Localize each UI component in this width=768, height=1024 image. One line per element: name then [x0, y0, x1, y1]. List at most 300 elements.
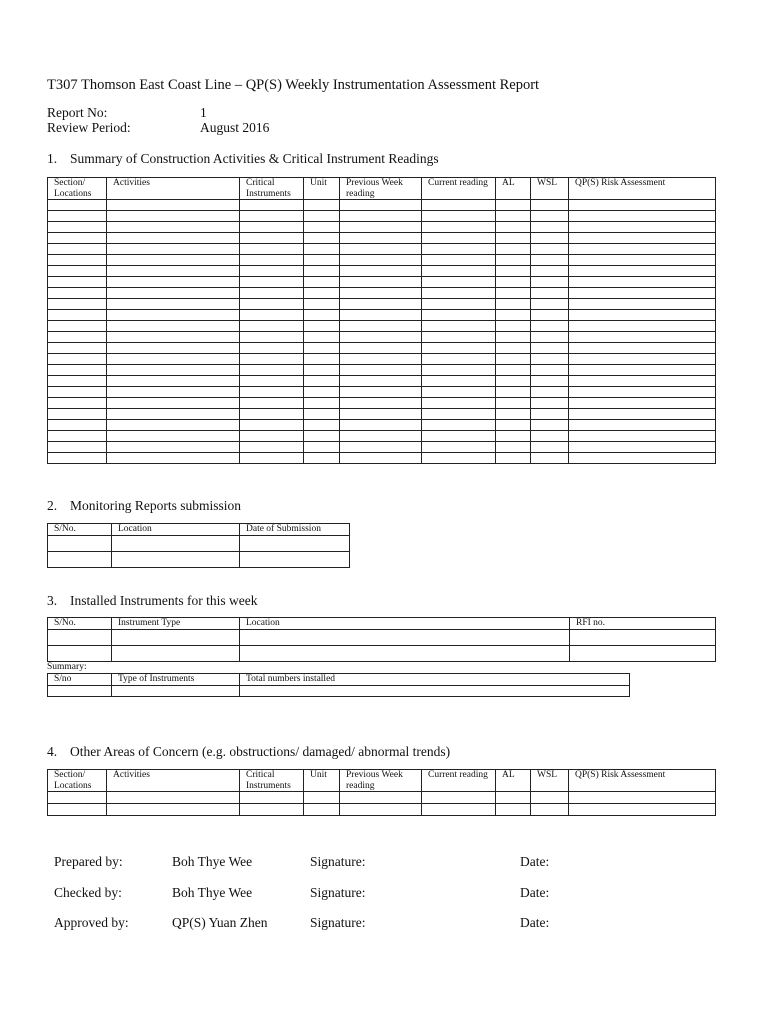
review-period-label: Review Period: [47, 120, 131, 135]
table-cell [340, 442, 422, 453]
table-cell [340, 321, 422, 332]
table-cell [422, 321, 496, 332]
table-cell [107, 365, 240, 376]
checked-signature-label: Signature: [310, 885, 366, 900]
table-cell [48, 535, 112, 551]
table-cell [48, 453, 107, 464]
table-row [48, 376, 716, 387]
summary-label: Summary: [47, 662, 87, 672]
table-cell [531, 376, 569, 387]
table-cell [496, 332, 531, 343]
table-row [48, 266, 716, 277]
table-cell [48, 244, 107, 255]
table-cell [48, 332, 107, 343]
table-cell [240, 321, 304, 332]
table-cell [48, 685, 112, 696]
table-cell [107, 343, 240, 354]
column-header: AL [496, 770, 531, 792]
table-cell [496, 321, 531, 332]
column-header: Unit [304, 178, 340, 200]
table-row [48, 365, 716, 376]
table-cell [496, 409, 531, 420]
approved-by-name: QP(S) Yuan Zhen [172, 915, 268, 930]
column-header: Location [112, 524, 240, 536]
table-cell [531, 244, 569, 255]
table-cell [422, 266, 496, 277]
table-cell [422, 420, 496, 431]
column-header: Previous Week reading [340, 178, 422, 200]
table-cell [48, 200, 107, 211]
table-cell [569, 442, 716, 453]
table-row [48, 288, 716, 299]
table-cell [107, 211, 240, 222]
table-cell [496, 244, 531, 255]
table-cell [107, 255, 240, 266]
table-cell [569, 222, 716, 233]
table-cell [496, 277, 531, 288]
table-cell [569, 332, 716, 343]
table-cell [304, 255, 340, 266]
column-header: Critical Instruments [240, 178, 304, 200]
table-cell [531, 222, 569, 233]
table-row [48, 398, 716, 409]
table-cell [569, 299, 716, 310]
table-cell [240, 442, 304, 453]
table-cell [107, 266, 240, 277]
table-cell [304, 792, 340, 804]
table-cell [240, 804, 304, 816]
table-cell [422, 376, 496, 387]
table-cell [422, 804, 496, 816]
table-cell [531, 453, 569, 464]
table-cell [422, 409, 496, 420]
table-cell [422, 310, 496, 321]
table-cell [496, 398, 531, 409]
table-cell [531, 420, 569, 431]
table-cell [422, 442, 496, 453]
table-cell [496, 792, 531, 804]
table-cell [422, 222, 496, 233]
column-header: Instrument Type [112, 618, 240, 630]
table-cell [340, 409, 422, 420]
table-cell [48, 343, 107, 354]
table-cell [240, 266, 304, 277]
monitoring-reports-table [47, 523, 350, 568]
table-cell [240, 792, 304, 804]
table-cell [107, 453, 240, 464]
table-cell [48, 365, 107, 376]
table-cell [569, 354, 716, 365]
table-cell [112, 551, 240, 567]
table-cell [496, 354, 531, 365]
column-header: Location [240, 618, 570, 630]
table-row [48, 453, 716, 464]
table-cell [304, 365, 340, 376]
table-cell [304, 420, 340, 431]
report-no-value: 1 [200, 105, 207, 120]
table-cell [422, 387, 496, 398]
report-no-label: Report No: [47, 105, 108, 120]
table-cell [48, 321, 107, 332]
table-cell [240, 288, 304, 299]
table-cell [531, 266, 569, 277]
table-header-row [48, 618, 716, 630]
checked-by-name: Boh Thye Wee [172, 885, 253, 900]
table-cell [48, 211, 107, 222]
table-cell [340, 804, 422, 816]
table-cell [422, 277, 496, 288]
table-cell [340, 387, 422, 398]
table-cell [340, 266, 422, 277]
table-cell [304, 409, 340, 420]
table-row [48, 645, 716, 661]
table-cell [304, 222, 340, 233]
table-cell [422, 200, 496, 211]
column-header: QP(S) Risk Assessment [569, 770, 716, 792]
table-row [48, 629, 716, 645]
column-header: WSL [531, 178, 569, 200]
column-header: Critical Instruments [240, 770, 304, 792]
table-cell [107, 387, 240, 398]
table-cell [240, 629, 570, 645]
table-cell [48, 398, 107, 409]
table-cell [240, 244, 304, 255]
table-cell [531, 321, 569, 332]
table-cell [569, 255, 716, 266]
construction-activities-table [47, 177, 716, 464]
table-cell [304, 398, 340, 409]
prepared-date-label: Date: [520, 854, 550, 869]
table-cell [304, 442, 340, 453]
table-cell [240, 535, 350, 551]
table-cell [107, 431, 240, 442]
table-row [48, 211, 716, 222]
column-header: Type of Instruments [112, 674, 240, 686]
table-cell [48, 266, 107, 277]
table-cell [240, 551, 350, 567]
table-cell [496, 299, 531, 310]
table-cell [48, 551, 112, 567]
table-cell [112, 645, 240, 661]
table-cell [570, 645, 716, 661]
table-cell [240, 277, 304, 288]
table-cell [422, 354, 496, 365]
table-cell [240, 398, 304, 409]
table-cell [340, 310, 422, 321]
areas-of-concern-table [47, 769, 716, 816]
table-cell [340, 299, 422, 310]
table-cell [496, 376, 531, 387]
table-cell [340, 431, 422, 442]
table-row [48, 535, 350, 551]
table-cell [531, 365, 569, 376]
prepared-by-label: Prepared by: [54, 854, 123, 869]
table-cell [422, 431, 496, 442]
table-cell [48, 792, 107, 804]
table-row [48, 244, 716, 255]
table-header-row [48, 524, 350, 536]
table-cell [240, 409, 304, 420]
table-cell [422, 332, 496, 343]
table-row [48, 321, 716, 332]
table-cell [107, 354, 240, 365]
column-header: QP(S) Risk Assessment [569, 178, 716, 200]
table-cell [112, 685, 240, 696]
section-3-title: Installed Instruments for this week [70, 593, 258, 608]
prepared-signature-label: Signature: [310, 854, 366, 869]
table-row [48, 233, 716, 244]
table-cell [107, 321, 240, 332]
table-cell [340, 233, 422, 244]
table-cell [304, 299, 340, 310]
table-cell [422, 299, 496, 310]
table-cell [569, 420, 716, 431]
table-cell [48, 277, 107, 288]
table-cell [496, 310, 531, 321]
table-cell [569, 211, 716, 222]
table-cell [48, 409, 107, 420]
table-cell [531, 442, 569, 453]
table-cell [240, 299, 304, 310]
table-header-row [48, 674, 630, 686]
table-row [48, 299, 716, 310]
table-row [48, 804, 716, 816]
column-header: S/No. [48, 524, 112, 536]
table-cell [569, 343, 716, 354]
table-cell [531, 277, 569, 288]
table-cell [240, 200, 304, 211]
table-cell [240, 332, 304, 343]
table-cell [107, 409, 240, 420]
section-4-number: 4. [47, 744, 58, 759]
section-3-heading [47, 593, 257, 609]
table-cell [48, 354, 107, 365]
table-row [48, 332, 716, 343]
installed-instruments-table [47, 617, 716, 662]
checked-date-label: Date: [520, 885, 550, 900]
table-cell [304, 431, 340, 442]
table-cell [422, 244, 496, 255]
table-cell [107, 310, 240, 321]
section-3-number: 3. [47, 593, 58, 608]
table-cell [569, 321, 716, 332]
table-row [48, 442, 716, 453]
table-cell [240, 645, 570, 661]
table-cell [531, 354, 569, 365]
table-cell [240, 387, 304, 398]
table-cell [304, 211, 340, 222]
checked-by-label: Checked by: [54, 885, 122, 900]
table-cell [340, 332, 422, 343]
table-row [48, 431, 716, 442]
table-cell [531, 804, 569, 816]
table-cell [304, 387, 340, 398]
table-cell [422, 453, 496, 464]
table-cell [496, 804, 531, 816]
table-cell [569, 266, 716, 277]
approved-date-label: Date: [520, 915, 550, 930]
table-cell [340, 343, 422, 354]
table-cell [240, 420, 304, 431]
table-cell [569, 310, 716, 321]
table-cell [240, 365, 304, 376]
table-cell [570, 629, 716, 645]
table-cell [107, 792, 240, 804]
table-row [48, 354, 716, 365]
table-row [48, 277, 716, 288]
table-cell [107, 299, 240, 310]
table-cell [569, 277, 716, 288]
table-row [48, 255, 716, 266]
column-header: Total numbers installed [240, 674, 630, 686]
table-cell [422, 792, 496, 804]
column-header: Section/ Locations [48, 770, 107, 792]
table-cell [107, 332, 240, 343]
table-cell [112, 629, 240, 645]
table-cell [496, 420, 531, 431]
table-cell [107, 222, 240, 233]
table-cell [531, 398, 569, 409]
table-cell [48, 420, 107, 431]
table-cell [48, 431, 107, 442]
table-cell [107, 233, 240, 244]
section-2-title: Monitoring Reports submission [70, 498, 242, 513]
table-cell [107, 288, 240, 299]
table-cell [240, 255, 304, 266]
table-cell [340, 200, 422, 211]
table-row [48, 551, 350, 567]
table-cell [304, 288, 340, 299]
table-cell [48, 645, 112, 661]
table-cell [240, 453, 304, 464]
table-cell [531, 409, 569, 420]
table-cell [531, 299, 569, 310]
column-header: AL [496, 178, 531, 200]
table-cell [531, 211, 569, 222]
table-cell [340, 365, 422, 376]
column-header: Previous Week reading [340, 770, 422, 792]
table-cell [48, 376, 107, 387]
table-cell [107, 244, 240, 255]
table-cell [340, 398, 422, 409]
column-header: Section/ Locations [48, 178, 107, 200]
table-cell [107, 200, 240, 211]
table-cell [48, 442, 107, 453]
table-cell [107, 442, 240, 453]
table-cell [304, 376, 340, 387]
table-cell [422, 255, 496, 266]
table-cell [304, 310, 340, 321]
table-cell [569, 244, 716, 255]
table-cell [304, 332, 340, 343]
table-cell [340, 288, 422, 299]
section-1-title: Summary of Construction Activities & Critical Instrument Readings [70, 151, 439, 166]
table-cell [496, 442, 531, 453]
table-cell [531, 200, 569, 211]
table-cell [340, 453, 422, 464]
table-cell [496, 222, 531, 233]
table-cell [240, 310, 304, 321]
table-cell [240, 376, 304, 387]
table-cell [240, 354, 304, 365]
table-cell [422, 398, 496, 409]
table-cell [340, 277, 422, 288]
table-cell [340, 792, 422, 804]
table-cell [531, 288, 569, 299]
section-1-heading [47, 151, 439, 167]
table-cell [569, 288, 716, 299]
table-cell [48, 804, 107, 816]
table-cell [304, 266, 340, 277]
section-1-number: 1. [47, 151, 58, 166]
table-cell [422, 365, 496, 376]
table-cell [569, 409, 716, 420]
table-cell [531, 233, 569, 244]
table-cell [569, 804, 716, 816]
table-row [48, 222, 716, 233]
table-row [48, 343, 716, 354]
table-row [48, 792, 716, 804]
table-cell [48, 310, 107, 321]
column-header: S/no [48, 674, 112, 686]
prepared-by-name: Boh Thye Wee [172, 854, 253, 869]
section-2-heading [47, 498, 241, 514]
table-cell [496, 343, 531, 354]
table-cell [531, 332, 569, 343]
table-row [48, 685, 630, 696]
table-cell [531, 255, 569, 266]
table-cell [496, 453, 531, 464]
table-cell [531, 431, 569, 442]
column-header: S/No. [48, 618, 112, 630]
table-cell [569, 376, 716, 387]
table-cell [496, 288, 531, 299]
table-cell [107, 376, 240, 387]
table-cell [531, 343, 569, 354]
table-cell [304, 343, 340, 354]
table-cell [569, 792, 716, 804]
table-cell [304, 354, 340, 365]
table-cell [496, 255, 531, 266]
table-cell [569, 200, 716, 211]
table-cell [531, 310, 569, 321]
table-cell [48, 288, 107, 299]
table-cell [48, 387, 107, 398]
table-cell [340, 244, 422, 255]
table-cell [112, 535, 240, 551]
column-header: Activities [107, 178, 240, 200]
table-cell [48, 222, 107, 233]
table-cell [340, 255, 422, 266]
table-row [48, 420, 716, 431]
table-cell [304, 453, 340, 464]
table-cell [531, 792, 569, 804]
column-header: Unit [304, 770, 340, 792]
table-cell [340, 376, 422, 387]
table-cell [569, 233, 716, 244]
table-cell [496, 365, 531, 376]
table-cell [531, 387, 569, 398]
table-cell [240, 233, 304, 244]
table-cell [304, 200, 340, 211]
table-cell [48, 299, 107, 310]
table-cell [240, 685, 630, 696]
table-cell [304, 321, 340, 332]
column-header: WSL [531, 770, 569, 792]
table-cell [422, 343, 496, 354]
table-cell [340, 354, 422, 365]
table-row [48, 200, 716, 211]
